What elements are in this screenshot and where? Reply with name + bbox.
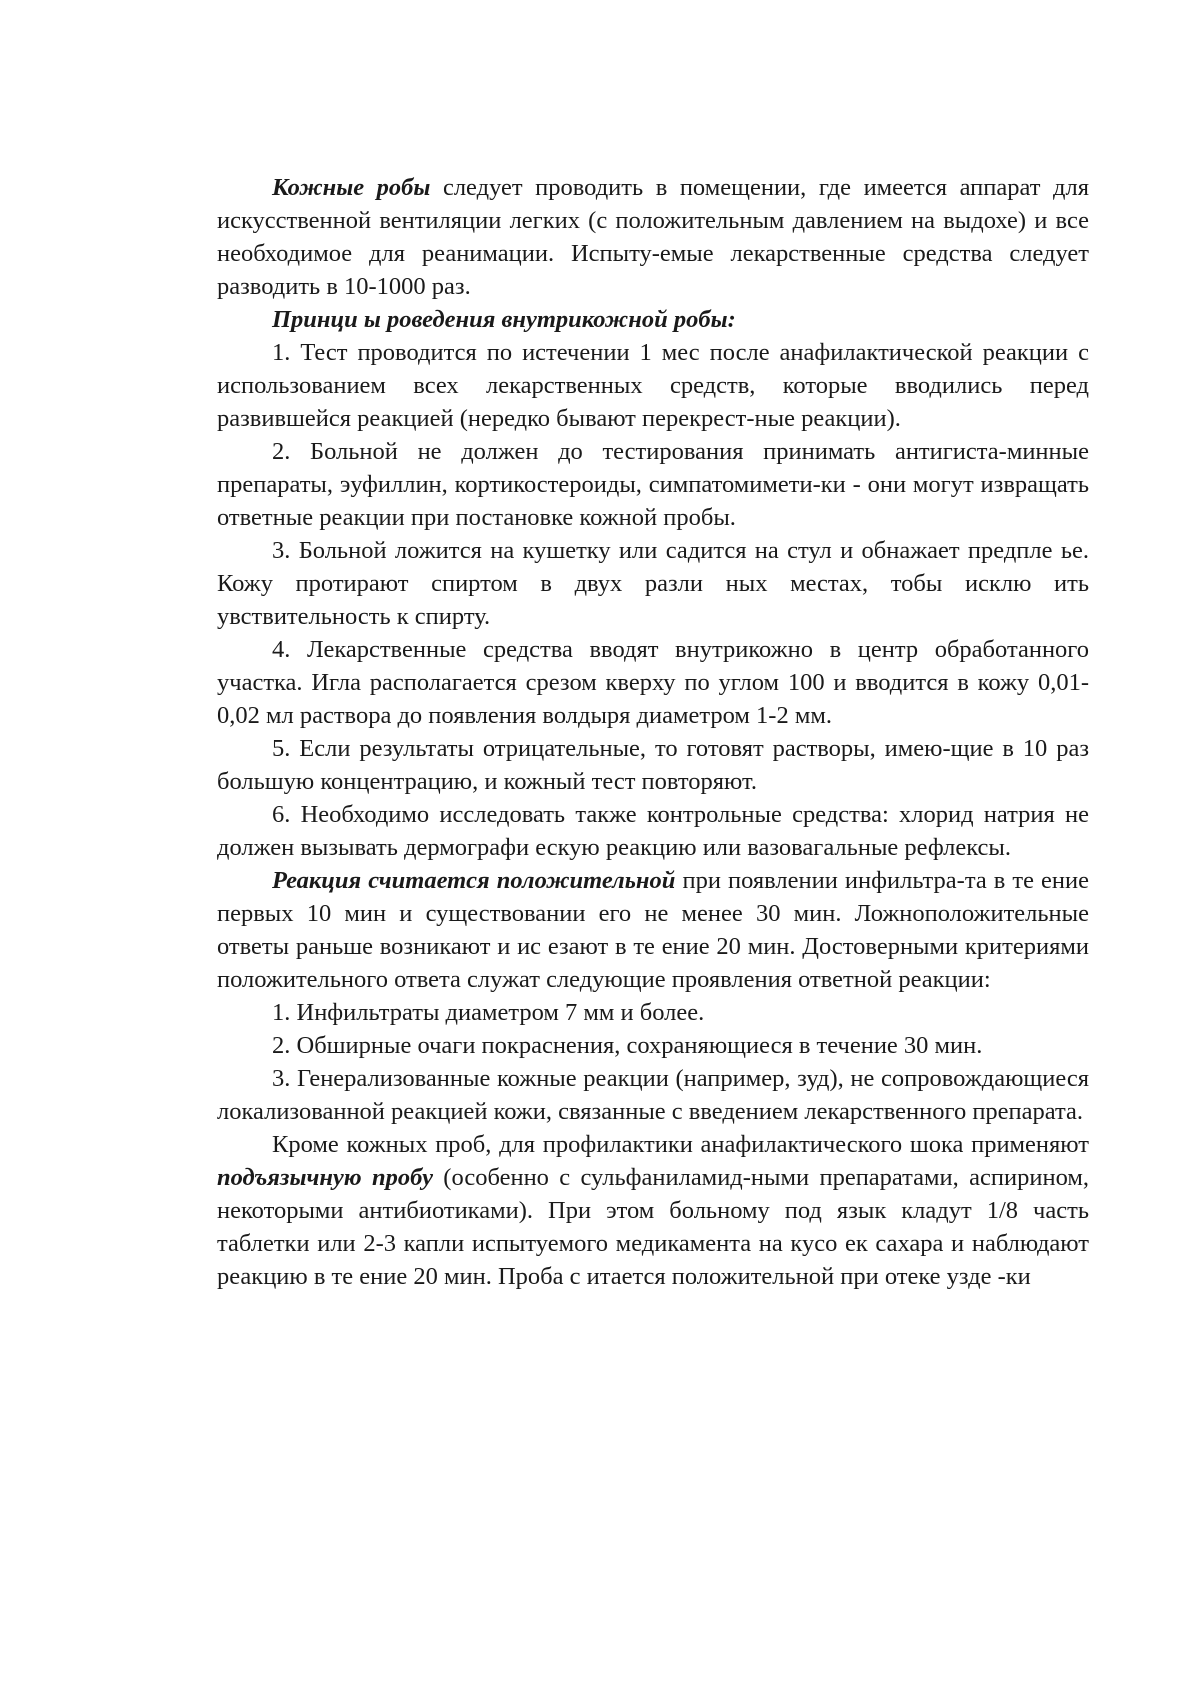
body-text: 2. Обширные очаги покраснения, сохраняющиеся в течение 30 мин.	[272, 1032, 983, 1059]
paragraph	[217, 1029, 1089, 1062]
paragraph	[217, 1062, 1089, 1128]
paragraph	[217, 996, 1089, 1029]
document-page	[217, 171, 1089, 1293]
body-text: 3. Генерализованные кожные реакции (например, зуд), не сопровождающиеся локализованной реакцией кожи, связанные с введением лекарственного препарата.	[217, 1065, 1089, 1125]
body-text: 2. Больной не должен до тестирования принимать антигиста-минные препараты, эуфиллин, кортикостероиды, симпатомимети-ки - они могут извращать ответные реакции при постановке кожной пробы.	[217, 438, 1089, 531]
body-text: 5. Если результаты отрицательные, то готовят растворы, имею-щие в 10 раз большую концентрацию, и кожный тест повторяют.	[217, 735, 1089, 795]
emphasis-text: подъязычную пробу	[217, 1164, 433, 1191]
emphasis-text: Реакция считается положительной	[272, 867, 676, 894]
emphasis-text: Принци ы роведения внутрикожной робы:	[272, 306, 736, 333]
paragraph	[217, 798, 1089, 864]
paragraph	[217, 534, 1089, 633]
paragraph	[217, 435, 1089, 534]
paragraph	[217, 303, 1089, 336]
body-text: 4. Лекарственные средства вводят внутрикожно в центр обработанного участка. Игла располагается срезом кверху по углом 100 и вводится в кожу 0,01-0,02 мл раствора до появления волдыря диаметром 1-2 мм.	[217, 636, 1089, 729]
paragraph	[217, 732, 1089, 798]
body-text: при появлении инфильтра-та в те ение первых 10 мин и существовании его не менее 30 мин. Ложноположительные ответы раньше возникают и ис езают в те ение 20 мин. Достоверными критериями положительного ответа служат следующие проявления ответной реакции:	[217, 867, 1090, 993]
paragraph	[217, 336, 1089, 435]
body-text: следует проводить в помещении, где имеется аппарат для искусственной вентиляции легких (с положительным давлением на выдохе) и все необходимое для реанимации. Испыту-емые лекарственные средства следует разводить в 10-1000 раз.	[217, 174, 1089, 300]
emphasis-text: Кожные робы	[272, 174, 431, 201]
paragraph	[217, 171, 1089, 303]
body-text: 1. Тест проводится по истечении 1 мес после анафилактической реакции с использованием всех лекарственных средств, которые вводились перед развившейся реакцией (нередко бывают перекрест-ные реакции).	[217, 339, 1089, 432]
body-text: Кроме кожных проб, для профилактики анафилактического шока применяют	[272, 1131, 1089, 1158]
body-text: (особенно с сульфаниламид-ными препаратами, аспирином, некоторыми антибиотиками). При этом больному под язык кладут 1/8 часть таблетки или 2-3 капли испытуемого медикамента на кусо ек сахара и наблюдают реакцию в те ение 20 мин. Проба с итается положительной при отеке узде -ки	[217, 1164, 1089, 1290]
body-text: 6. Необходимо исследовать также контрольные средства: хлорид натрия не должен вызывать дермографи ескую реакцию или вазовагальные рефлексы.	[217, 801, 1089, 861]
paragraph	[217, 633, 1089, 732]
paragraph	[217, 1128, 1089, 1293]
body-text: 3. Больной ложится на кушетку или садится на стул и обнажает предпле ье. Кожу протирают спиртом в двух разли ных местах, тобы исклю ить увствительность к спирту.	[217, 537, 1089, 630]
paragraph	[217, 864, 1089, 996]
body-text: 1. Инфильтраты диаметром 7 мм и более.	[272, 999, 705, 1026]
